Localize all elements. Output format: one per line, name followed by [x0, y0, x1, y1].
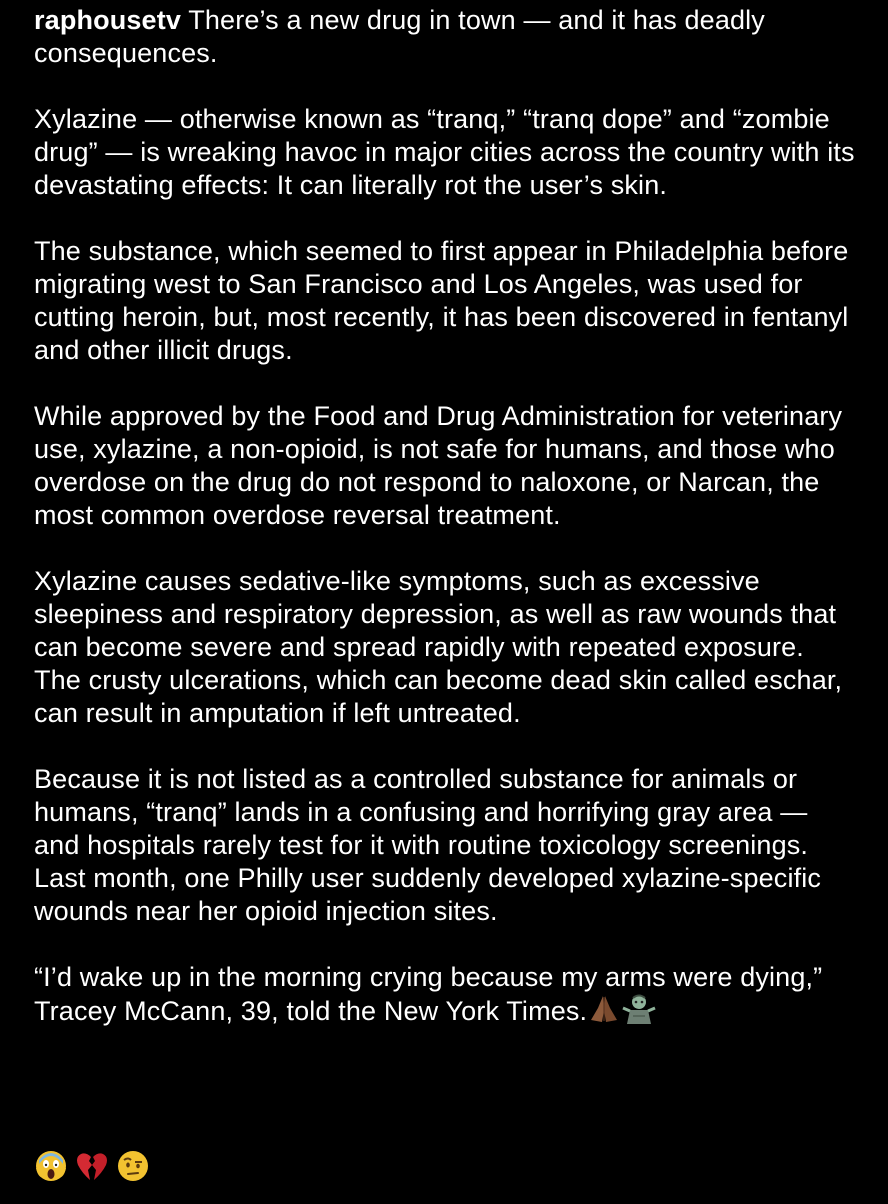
post-caption — [0, 4, 888, 1028]
face-with-raised-eyebrow-icon — [117, 1150, 149, 1182]
broken-heart-icon — [76, 1152, 108, 1182]
caption-paragraph-3: The substance, which seemed to first appear in Philadelphia before migrating west to San Francisco and Los Angeles, was used for cutting heroin, but, most recently, it has been discovered in fentanyl and other illicit drugs. — [34, 236, 849, 365]
caption-paragraph-5: Xylazine causes sedative-like symptoms, such as excessive sleepiness and respiratory depression, as well as raw wounds that can become severe and spread rapidly with repeated exposure. The crusty ulcerations, which can become dead skin called eschar, can result in amputation if left untreated. — [34, 566, 843, 728]
caption-paragraph-7 — [34, 961, 858, 1028]
folded-hands-icon — [588, 994, 620, 1024]
caption-paragraph-4: While approved by the Food and Drug Administration for veterinary use, xylazine, a non-opioid, is not safe for humans, and those who overdose on the drug do not respond to naloxone, or Narcan, the most common overdose reversal treatment. — [34, 401, 843, 530]
caption-paragraph-1 — [34, 4, 858, 70]
username-link[interactable]: raphousetv — [34, 5, 182, 35]
emoji-line — [34, 1150, 149, 1186]
caption-text-1: There’s a new drug in town — and it has deadly consequences. — [34, 5, 765, 68]
face-screaming-in-fear-icon — [35, 1150, 67, 1182]
caption-text-7: “I’d wake up in the morning crying because my arms were dying,” Tracey McCann, 39, told the New York Times. — [34, 962, 823, 1026]
caption-paragraph-2: Xylazine — otherwise known as “tranq,” “tranq dope” and “zombie drug” — is wreaking havoc in major cities across the country with its devastating effects: It can literally rot the user’s skin. — [34, 104, 855, 200]
zombie-icon — [621, 994, 657, 1024]
caption-paragraph-6: Because it is not listed as a controlled substance for animals or humans, “tranq” lands in a confusing and horrifying gray area — and hospitals rarely test for it with routine toxicology screenings. Last month, one Philly user suddenly developed xylazine-specific wounds near her opioid injection sites. — [34, 764, 822, 926]
